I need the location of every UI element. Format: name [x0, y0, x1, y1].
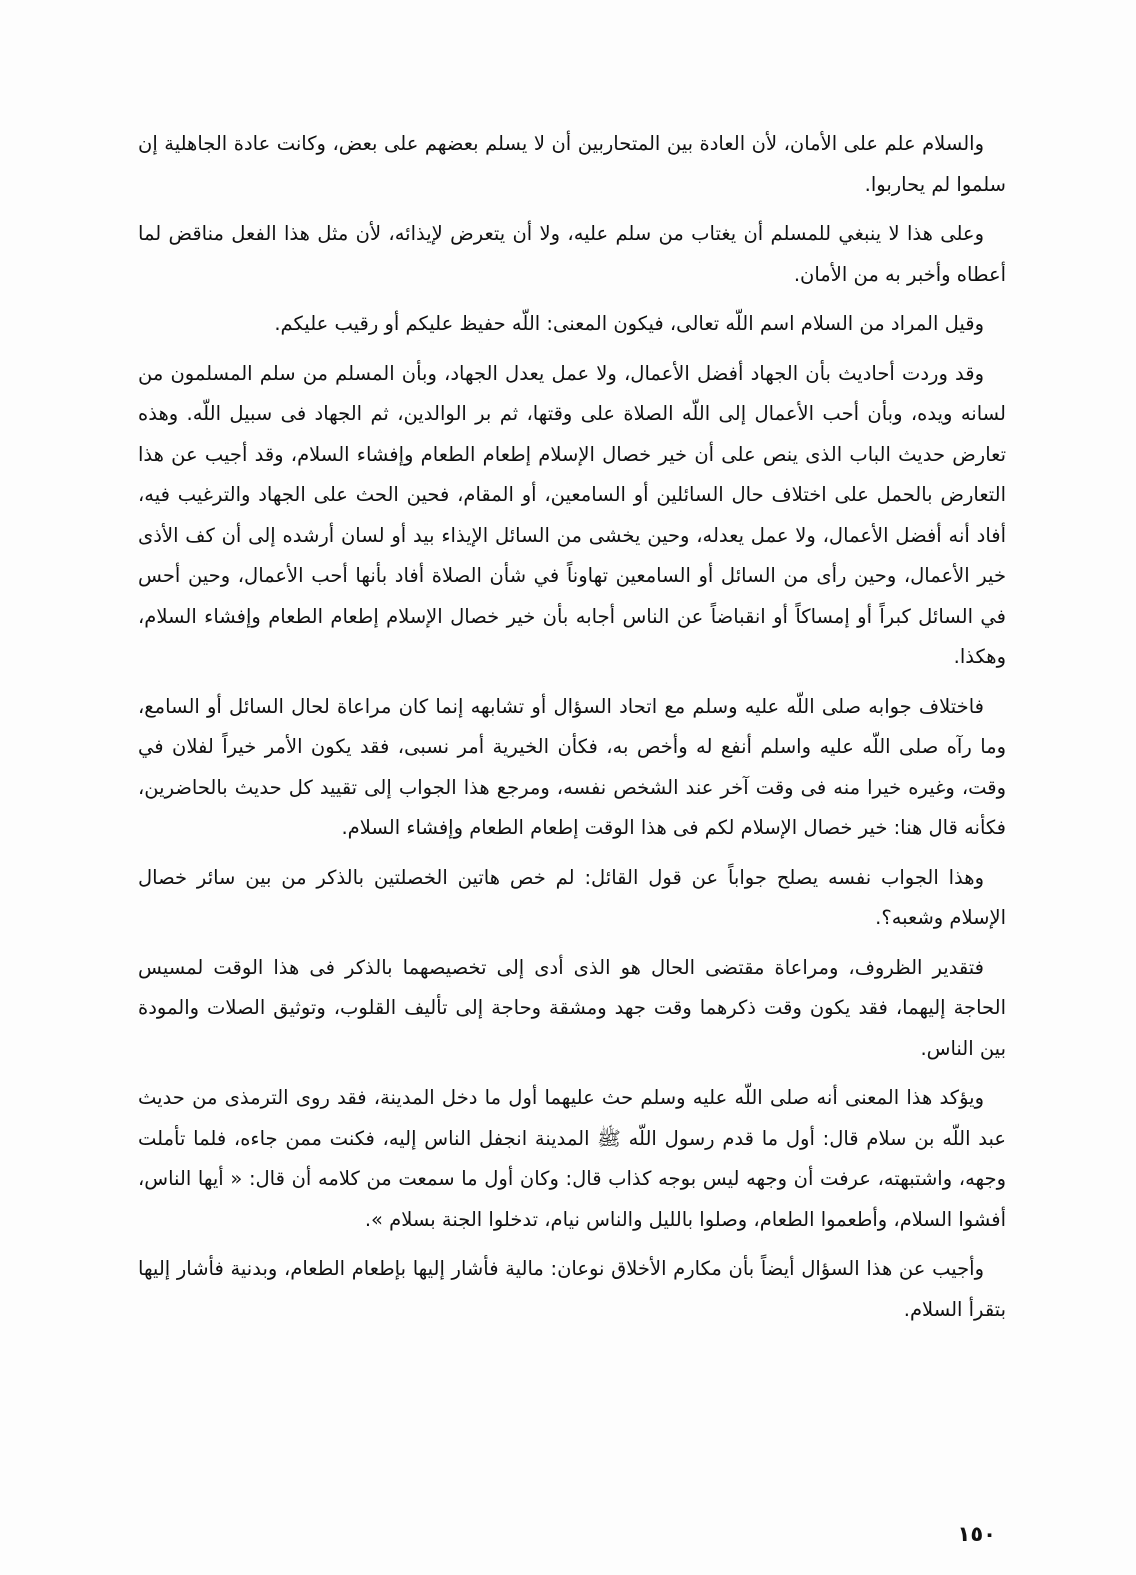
paragraph-4: وقد وردت أحاديث بأن الجهاد أفضل الأعمال، ولا عمل يعدل الجهاد، وبأن المسلم من سلم المسلمون من لسانه ويده، وبأن أحب الأعمال إلى اللّه الصلاة على وقتها، ثم بر الوالدين، ثم الجهاد فى سبيل اللّه. وهذه تعارض حديث الباب الذى ينص على أن خير خصال الإسلام إطعام الطعام وإفشاء السلام، وقد أجيب عن هذا التعارض بالحمل على اختلاف حال السائلين أو السامعين، أو المقام، فحين الحث على الجهاد والترغيب فيه، أفاد أنه أفضل الأعمال، ولا عمل يعدله، وحين يخشى من السائل الإيذاء بيد أو لسان أرشده إلى أن كف الأذى خير الأعمال، وحين رأى من السائل أو السامعين تهاوناً في شأن الصلاة أفاد بأنها أحب الأعمال، وحين أحس في السائل كبراً أو إمساكاً أو انقباضاً عن الناس أجابه بأن خير خصال الإسلام إطعام الطعام وإفشاء السلام، وهكذا. [138, 361, 1006, 668]
paragraph-3: وقيل المراد من السلام اسم اللّه تعالى، فيكون المعنى: اللّه حفيظ عليكم أو رقيب عليكم. [274, 312, 984, 335]
paragraph-7: فتقدير الظروف، ومراعاة مقتضى الحال هو الذى أدى إلى تخصيصهما بالذكر فى هذا الوقت لمسيس الحاجة إليهما، فقد يكون وقت ذكرهما وقت جهد ومشقة وحاجة إلى تأليف القلوب، وتوثيق الصلات والمودة بين الناس. [138, 955, 1006, 1060]
paragraph-8: ويؤكد هذا المعنى أنه صلى اللّه عليه وسلم حث عليهما أول ما دخل المدينة، فقد روى الترمذى من حديث عبد اللّه بن سلام قال: أول ما قدم رسول اللّه ﷺ المدينة انجفل الناس إليه، فكنت ممن جاءه، فلما تأملت وجهه، واشتبهته، عرفت أن وجهه ليس بوجه كذاب قال: وكان أول ما سمعت من كلامه أن قال: « أيها الناس، أفشوا السلام، وأطعموا الطعام، وصلوا بالليل والناس نيام، تدخلوا الجنة بسلام ». [138, 1086, 1006, 1231]
paragraph-2: وعلى هذا لا ينبغي للمسلم أن يغتاب من سلم عليه، ولا أن يتعرض لإيذائه، لأن مثل هذا الفعل مناقض لما أعطاه وأخبر به من الأمان. [138, 222, 1006, 286]
paragraph-6: وهذا الجواب نفسه يصلح جواباً عن قول القائل: لم خص هاتين الخصلتين بالذكر من بين سائر خصال الإسلام وشعبه؟. [138, 865, 1006, 929]
paragraph-9: وأجيب عن هذا السؤال أيضاً بأن مكارم الأخلاق نوعان: مالية فأشار إليها بإطعام الطعام، وبدنية فأشار إليها بتقرأ السلام. [138, 1257, 1006, 1321]
page-number: ١٥٠ [957, 1522, 996, 1546]
paragraph-1: والسلام علم على الأمان، لأن العادة بين المتحاربين أن لا يسلم بعضهم على بعض، وكانت عادة الجاهلية إن سلموا لم يحاربوا. [138, 132, 1006, 196]
paragraph-5: فاختلاف جوابه صلى اللّه عليه وسلم مع اتحاد السؤال أو تشابهه إنما كان مراعاة لحال السائل أو السامع، وما رآه صلى اللّه عليه واسلم أنفع له وأخص به، فكأن الخيرية أمر نسبى، فقد يكون الأمر خيراً لفلان في وقت، وغيره خيرا منه فى وقت آخر عند الشخص نفسه، ومرجع هذا الجواب إلى تقييد كل حديث بالحاضرين، فكأنه قال هنا: خير خصال الإسلام لكم فى هذا الوقت إطعام الطعام وإفشاء السلام. [138, 694, 1006, 839]
body-text [138, 124, 1006, 1339]
